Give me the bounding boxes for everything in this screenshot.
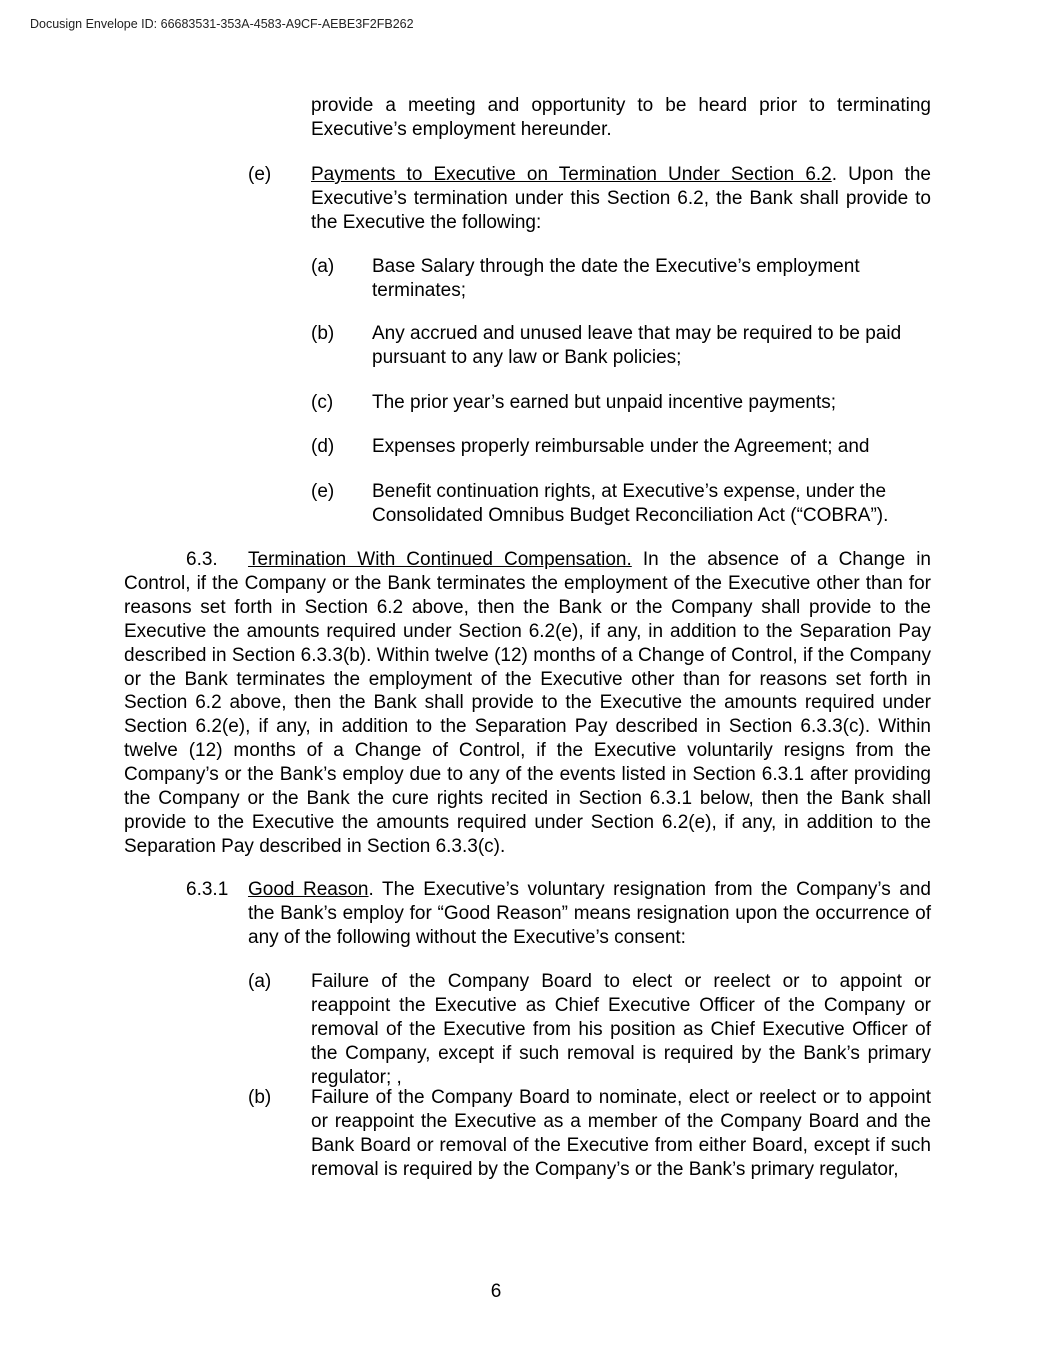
section-6-2-e-paragraph — [311, 163, 931, 235]
section-heading: Good Reason — [248, 879, 369, 900]
section-body: Upon the Executive’s termination under this Section 6.2, the Bank shall provide to the Executive the following: — [311, 164, 931, 233]
section-number: 6.3. — [186, 549, 218, 570]
continuation-paragraph: provide a meeting and opportunity to be heard prior to terminating Executive’s employment hereunder. — [311, 95, 931, 140]
section-6-3-1-paragraph — [248, 878, 931, 950]
list-item-text: Expenses properly reimbursable under the Agreement; and — [372, 436, 870, 457]
list-item-label: (e) — [311, 481, 335, 502]
list-item-text: Failure of the Company Board to nominate, elect or reelect or to appoint or reappoint the Executive as a member of the Company Board and the Bank Board or removal of the Executive from either Board, except if such removal is required by the Company’s or the Bank’s primary regulator, — [311, 1087, 931, 1180]
section-number: 6.3.1 — [186, 879, 229, 900]
list-item-label: (a) — [248, 971, 272, 992]
section-body: In the absence of a Change in Control, if the Company or the Bank terminates the employment of the Executive other than for reasons set forth in Section 6.2 above, then the Bank or the Company shall provide to the Executive the amounts required under Section 6.2(e), if any, in addition to the Separation Pay described in Section 6.3.3(b). Within twelve (12) months of a Change of Control, if the Company or the Bank terminates the employment of the Executive other than for reasons set forth in Section 6.2 above, then the Bank shall provide to the Executive the amounts required under Section 6.2(e), if any, in addition to the Separation Pay described in Section 6.3.3(c). Within twelve (12) months of a Change of Control, if the Executive voluntarily resigns from the Company’s or the Bank’s employ due to any of the events listed in Section 6.3.1 after providing the Company or the Bank the cure rights recited in Section 6.3.1 below, then the Bank shall provide to the Executive the amounts required under Section 6.2(e), if any, in addition to the Separation Pay described in Section 6.3.3(c). — [124, 549, 931, 857]
list-item-text: Base Salary through the date the Executive’s employment terminates; — [372, 256, 860, 301]
section-6-3-paragraph — [124, 548, 931, 859]
list-item-label: (a) — [311, 256, 335, 277]
section-body: . The Executive’s voluntary resignation from the Company’s and the Bank’s employ for “Good Reason” means resignation upon the occurrence of any of the following without the Executive’s consent: — [248, 879, 931, 948]
list-item-label: (b) — [248, 1087, 272, 1108]
list-item-text: Failure of the Company Board to elect or reelect or to appoint or reappoint the Executive as Chief Executive Officer of the Company or removal of the Executive from his position as Chief Executive Officer of the Company, except if such removal is required by the Bank’s primary regulator; , — [311, 971, 931, 1088]
section-heading: Payments to Executive on Termination Under Section 6.2 — [311, 164, 832, 185]
envelope-id: Docusign Envelope ID: 66683531-353A-4583-A9CF-AEBE3F2FB262 — [30, 17, 414, 31]
page-number: 6 — [490, 1281, 502, 1302]
list-item-text: Benefit continuation rights, at Executive’s expense, under the Consolidated Omnibus Budget Reconciliation Act (“COBRA”). — [372, 481, 889, 526]
section-label: (e) — [248, 164, 272, 185]
list-item-text: Any accrued and unused leave that may be required to be paid pursuant to any law or Bank policies; — [372, 323, 902, 368]
list-item-label: (d) — [311, 436, 335, 457]
heading-punct: . — [831, 164, 838, 185]
section-heading: Termination With Continued Compensation. — [248, 549, 632, 570]
list-item-text: The prior year’s earned but unpaid incentive payments; — [372, 392, 837, 413]
list-item-label: (c) — [311, 392, 334, 413]
list-item-label: (b) — [311, 323, 335, 344]
